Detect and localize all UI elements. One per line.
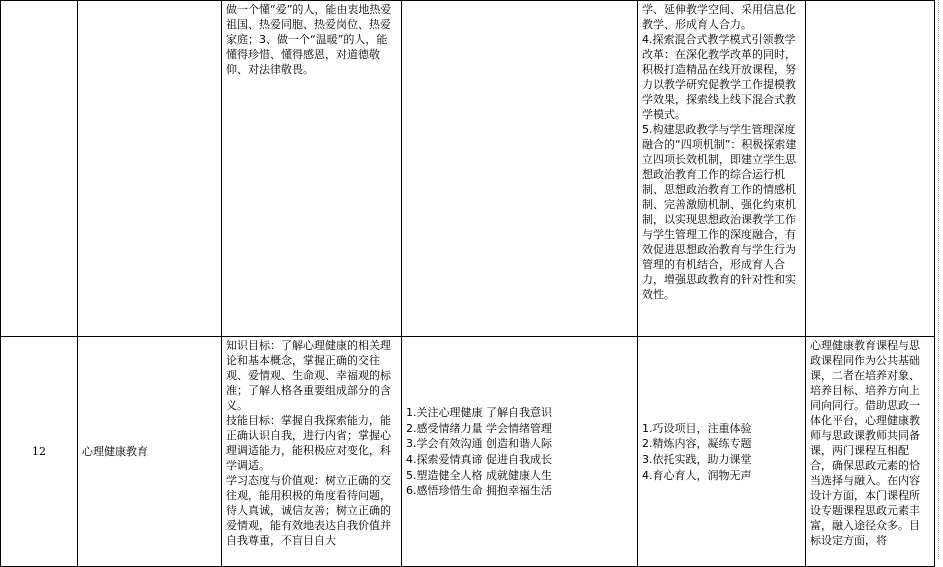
table-row — [1, 337, 935, 567]
content-text: 1.关注心理健康 了解自我意识 2.感受情绪力量 学会情绪管理 3.学会有效沟通 创造和谐人际 4.探索爱情真谛 促进自我成长 5.塑造健全人格 成就健康人生 6.感悟珍惜生命 拥抱幸福生活 — [406, 406, 552, 498]
objectives-text: 知识目标：了解心理健康的相关理论和基本概念，掌握正确的交往观、爱情观、生命观、幸福观的标准；了解人格各重要组成部分的含义。 技能目标：掌握自我探索能力，能正确认识自我，进行内省；掌握心理调适能力，能积极应对变化，科学调适。 学习态度与价值观：树立正确的交往观，能用积极的角度看待问题，待人真诚，诚信友善；树立正确的爱情观，能有效地表达自我价值并自我尊重，不盲目自大 — [226, 339, 391, 547]
row-number-cell: 12 — [1, 337, 78, 567]
methods-text: 学、延伸教学空间、采用信息化教学、形成育人合力。 4.探索混合式教学模式引领教学改革：在深化教学改革的同时，积极打造精品在线开放课程，努力以教学研究促教学工作提模教学效果，探索线上线下混合式教学模式。 5.构建思政教学与学生管理深度融合的“四项机制”：积极探索建立四项长效机制，即建立学生思想政治教育工作的综合运行机制、思想政治教育工作的情感机制、完善激励机制、强化约束机制，以实现思想政治课教学工作与学生管理工作的深度融合，有效促进思想政治教育与学生行为管理的有机结合，形成育人合力，增强思政教育的针对性和实效性。 — [642, 3, 797, 301]
course-name-cell — [78, 1, 222, 337]
relation-text: 心理健康教育课程与思政课程同作为公共基础课，二者在培养对象、培养目标、培养方向上同向同行。借助思政一体化平台，心理健康教师与思政课教师共同备课，两门课程互相配合，确保思政元素的恰当选择与融入。在内容设计方面，本门课程所设专题课程思政元素丰富，融入途径众多。目标设定方面，将 — [810, 339, 920, 547]
relation-cell — [806, 1, 935, 337]
methods-cell — [638, 337, 806, 567]
row-number-cell — [1, 1, 78, 337]
methods-cell — [638, 1, 806, 337]
objectives-cell — [222, 337, 402, 567]
content-cell — [402, 1, 638, 337]
page-margin-guide — [938, 0, 943, 559]
content-cell — [402, 337, 638, 567]
objectives-cell — [222, 1, 402, 337]
methods-text: 1.巧设项目，注重体验 2.精炼内容，凝练专题 3.依托实践，助力课堂 4.育心育人，润物无声 — [642, 421, 752, 482]
objectives-text: 做一个懂“爱”的人，能由衷地热爱祖国、热爱同胞、热爱岗位、热爱家庭；3、做一个“温暖”的人，能懂得珍惜、懂得感恩，对道德敬仰、对法律敬畏。 — [226, 3, 392, 76]
course-name-cell: 心理健康教育 — [78, 337, 222, 567]
table-row — [1, 1, 935, 337]
relation-cell — [806, 337, 935, 567]
